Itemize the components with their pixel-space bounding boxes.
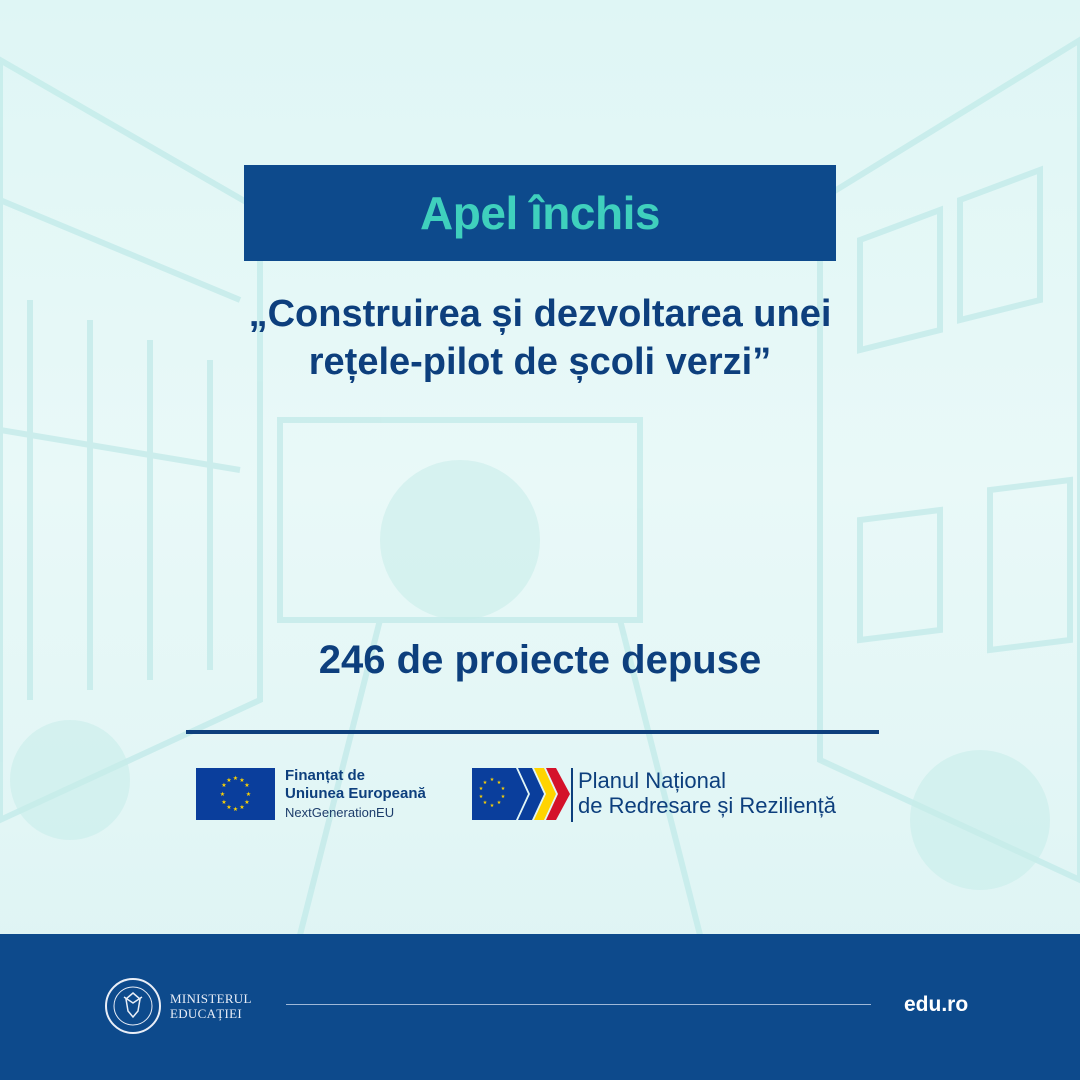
svg-text:★: ★ bbox=[489, 803, 495, 809]
pnrr-label bbox=[578, 768, 836, 818]
website-link[interactable]: edu.ro bbox=[904, 993, 969, 1016]
ministry-name bbox=[170, 991, 252, 1021]
svg-text:★: ★ bbox=[482, 780, 488, 786]
footer-divider bbox=[286, 1004, 871, 1005]
svg-text:★: ★ bbox=[221, 799, 227, 806]
svg-text:★: ★ bbox=[500, 794, 506, 800]
ministry-name-line2: EDUCAȚIEI bbox=[170, 1006, 243, 1021]
divider bbox=[186, 730, 879, 734]
pnrr-label-line2: de Redresare și Reziliență bbox=[578, 793, 837, 818]
svg-text:★: ★ bbox=[482, 800, 488, 806]
status-badge-label: Apel închis bbox=[420, 187, 660, 239]
svg-text:★: ★ bbox=[244, 782, 250, 789]
projects-count-text: 246 de proiecte depuse bbox=[318, 638, 762, 682]
svg-text:★: ★ bbox=[500, 786, 506, 792]
svg-text:★: ★ bbox=[232, 806, 239, 813]
svg-text:★: ★ bbox=[239, 777, 245, 784]
eu-flag-icon bbox=[196, 768, 275, 820]
svg-text:★: ★ bbox=[221, 782, 227, 789]
svg-text:★: ★ bbox=[219, 791, 226, 798]
government-seal-icon bbox=[104, 977, 162, 1035]
svg-text:★: ★ bbox=[478, 794, 484, 800]
project-title bbox=[90, 290, 990, 386]
svg-text:★: ★ bbox=[496, 800, 502, 806]
eu-funding-label bbox=[285, 767, 426, 823]
svg-text:★: ★ bbox=[244, 799, 250, 806]
svg-text:★: ★ bbox=[226, 777, 232, 784]
pnrr-logo-icon bbox=[472, 768, 570, 820]
svg-text:★: ★ bbox=[245, 791, 252, 798]
pnrr-label-line1: Planul Național bbox=[578, 768, 726, 793]
eu-funding-line1: Finanțat de bbox=[285, 767, 366, 784]
status-badge bbox=[244, 165, 836, 261]
ministry-name-line1: MINISTERUL bbox=[170, 991, 252, 1006]
eu-funding-line2: Uniunea Europeană bbox=[285, 785, 426, 802]
svg-text:★: ★ bbox=[239, 804, 245, 811]
svg-text:★: ★ bbox=[489, 777, 495, 783]
svg-text:★: ★ bbox=[232, 775, 239, 782]
eu-funding-line3: NextGenerationEU bbox=[285, 805, 395, 820]
pnrr-divider bbox=[571, 768, 573, 822]
project-title-line1: „Construirea și dezvoltarea unei bbox=[248, 293, 832, 335]
svg-text:★: ★ bbox=[478, 786, 484, 792]
svg-text:★: ★ bbox=[496, 780, 502, 786]
svg-text:★: ★ bbox=[226, 804, 232, 811]
project-title-line2: rețele-pilot de școli verzi” bbox=[308, 341, 772, 383]
